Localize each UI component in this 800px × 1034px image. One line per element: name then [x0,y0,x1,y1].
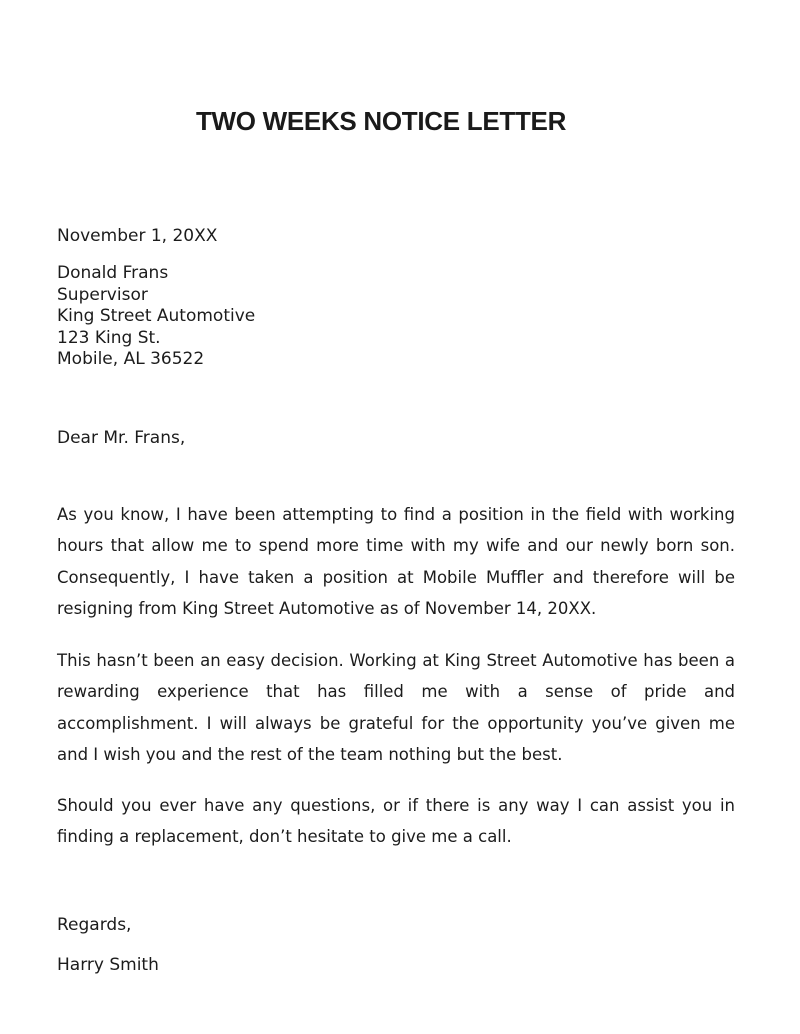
signature-name: Harry Smith [57,955,159,975]
body-paragraph-3: Should you ever have any questions, or if there is any way I can assist you in finding a replacement, don’t hesitate to give me a call. [57,796,735,847]
salutation: Dear Mr. Frans, [57,428,186,448]
body-paragraph-1: As you know, I have been attempting to find a position in the field with working hours that allow me to spend more time with my wife and our newly born son. Consequently, I have taken a position at Mobile Muffler and therefore will be resigning from King Street Automotive as of November 14, 20XX. [57,505,735,618]
recipient-company: King Street Automotive [57,306,256,326]
recipient-street: 123 King St. [57,327,161,348]
recipient-city-state-zip: Mobile, AL 36522 [57,349,205,369]
recipient-name: Donald Frans [57,263,169,283]
letter-title: TWO WEEKS NOTICE LETTER [195,106,567,136]
recipient-address [57,263,255,371]
letter-date: November 1, 20XX [57,226,218,246]
recipient-position: Supervisor [57,284,148,305]
body-paragraph-2: This hasn’t been an easy decision. Working at King Street Automotive has been a rewarding experience that has filled me with a sense of pride and accomplishment. I will always be grateful for the opportunity you’ve given me and I wish you and the rest of the team nothing but the best. [57,651,735,764]
closing: Regards, [57,915,132,935]
